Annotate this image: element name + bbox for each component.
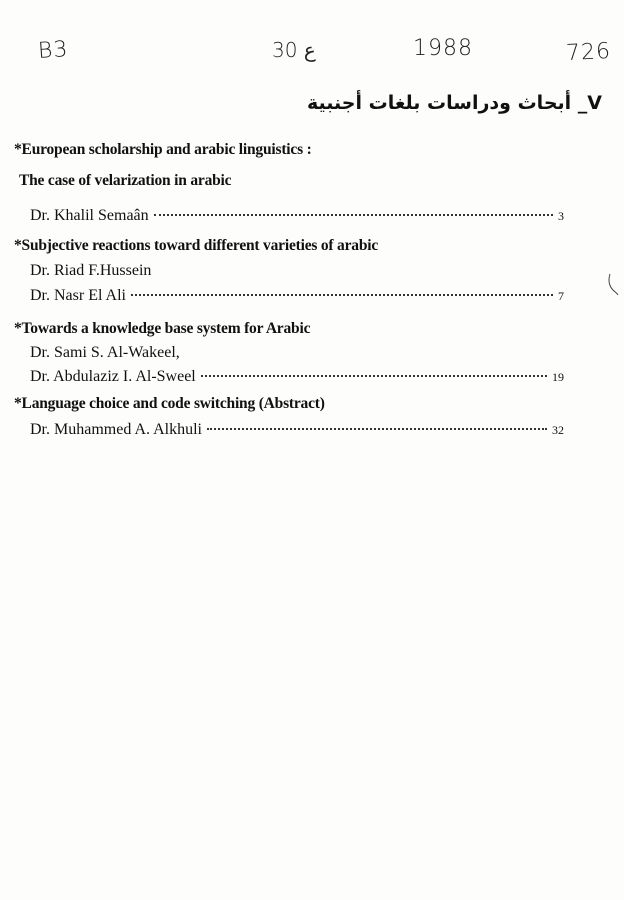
entry-3-author-1: Dr. Sami S. Al-Wakeel, (30, 344, 180, 361)
entry-4-page-number: 32 (552, 423, 564, 437)
entry-4-title: *Language choice and code switching (Abstract) (14, 395, 325, 412)
dot-leader (201, 375, 547, 377)
dot-leader (154, 214, 553, 216)
entry-2-title: *Subjective reactions toward different varieties of arabic (14, 237, 379, 254)
entry-3-title: *Towards a knowledge base system for Arabic (14, 320, 311, 337)
entry-2-author-2: Dr. Nasr El Ali (30, 287, 126, 304)
entry-1-author-line (30, 207, 564, 227)
entry-1-title: *European scholarship and arabic linguistics : (14, 141, 312, 158)
section-heading: V_ أبحاث ودراسات بلغات أجنبية (306, 92, 602, 114)
handwritten-shelf-mark: B3 (37, 36, 70, 65)
entry-2-author-line (30, 287, 564, 307)
dot-leader (131, 294, 553, 296)
handwritten-year: 1988 (413, 36, 473, 61)
entry-3-page-number: 19 (552, 370, 564, 384)
entry-1-subtitle: The case of velarization in arabic (19, 172, 232, 189)
handwritten-record-number: 726 (565, 38, 612, 67)
entry-1-page-number: 3 (558, 209, 564, 223)
entry-2-author-1: Dr. Riad F.Hussein (30, 262, 152, 279)
entry-2-page-number: 7 (558, 289, 564, 303)
entry-4-author: Dr. Muhammed A. Alkhuli (30, 421, 202, 438)
entry-4-author-line (30, 421, 564, 441)
entry-3-author-2: Dr. Abdulaziz I. Al-Sweel (30, 368, 196, 385)
dot-leader (207, 428, 547, 430)
handwritten-issue-number: 30 ع (272, 38, 316, 62)
margin-pen-mark (607, 272, 619, 296)
entry-3-author-line (30, 368, 564, 388)
entry-1-author: Dr. Khalil Semaân (30, 207, 149, 224)
